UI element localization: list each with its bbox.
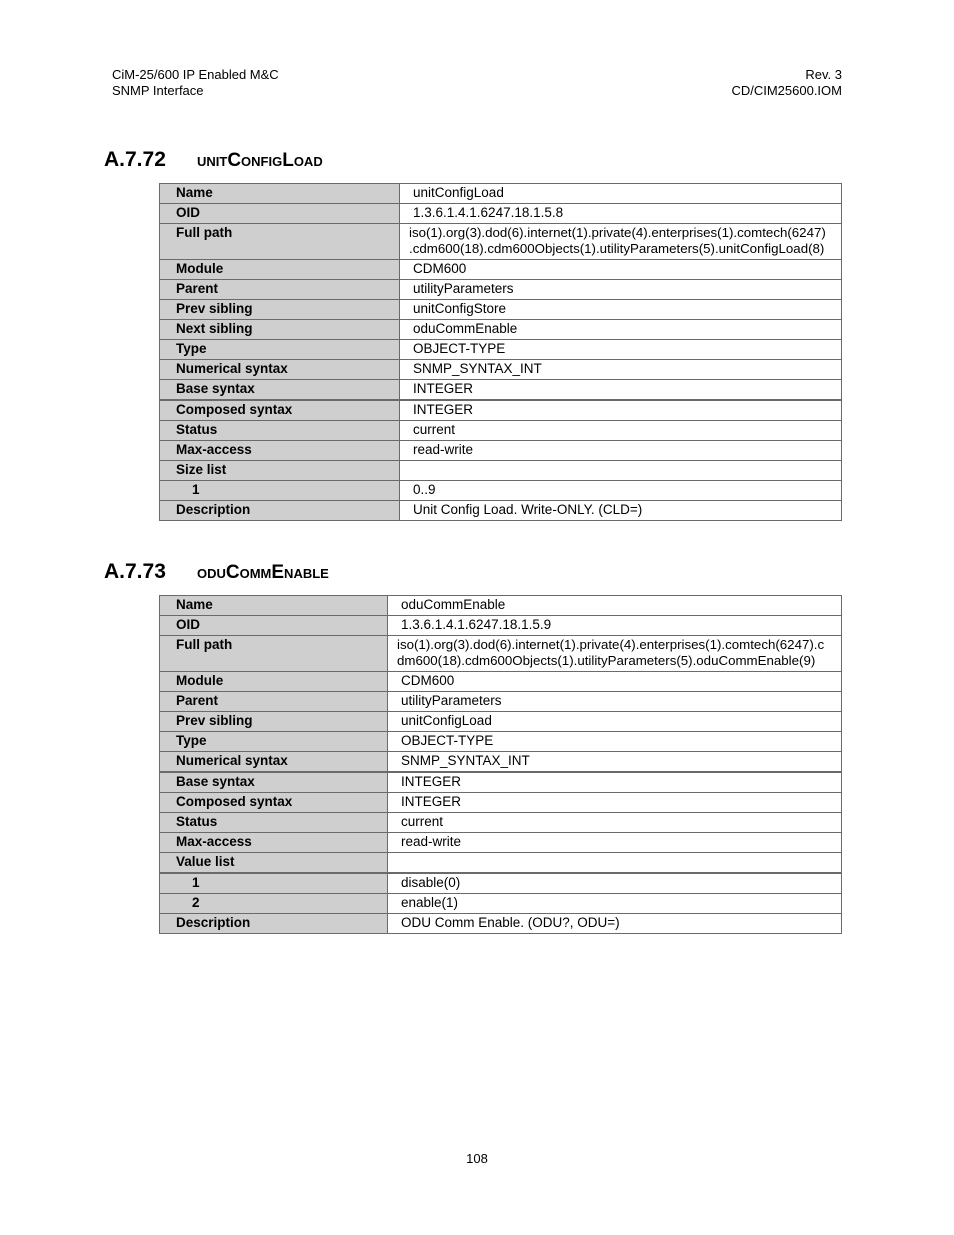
field-label: Status: [160, 813, 388, 833]
field-label: Numerical syntax: [160, 360, 400, 380]
field-value: SNMP_SYNTAX_INT: [400, 360, 842, 380]
field-value: Unit Config Load. Write-ONLY. (CLD=): [400, 501, 842, 521]
field-value: oduCommEnable: [400, 320, 842, 340]
table-row: [160, 360, 842, 380]
field-label: OID: [160, 616, 388, 636]
table-row: [160, 772, 842, 793]
table-row: [160, 260, 842, 280]
table-row: [160, 340, 842, 360]
table-row: [160, 400, 842, 421]
header-product: CiM-25/600 IP Enabled M&C: [112, 67, 279, 82]
field-value: INTEGER: [400, 400, 842, 421]
mib-object-table: [159, 183, 842, 521]
table-row: [160, 320, 842, 340]
table-row: [160, 184, 842, 204]
table-row: [160, 894, 842, 914]
field-label: Max-access: [160, 833, 388, 853]
field-label: Status: [160, 421, 400, 441]
full-path-line-2: dm600(18).cdm600Objects(1).utilityParameters(5).oduCommEnable(9): [397, 653, 816, 668]
field-label: Parent: [160, 692, 388, 712]
field-value: 1.3.6.1.4.1.6247.18.1.5.8: [400, 204, 842, 224]
table-row: [160, 672, 842, 692]
page-header-right: [731, 67, 842, 99]
table-row: [160, 380, 842, 401]
field-label: Max-access: [160, 441, 400, 461]
field-label: Module: [160, 672, 388, 692]
field-label: Composed syntax: [160, 793, 388, 813]
field-value: [400, 461, 842, 481]
field-value: [388, 636, 842, 672]
field-label: Description: [160, 501, 400, 521]
field-value: oduCommEnable: [388, 596, 842, 616]
field-value: unitConfigStore: [400, 300, 842, 320]
field-value: INTEGER: [388, 793, 842, 813]
field-label: Module: [160, 260, 400, 280]
field-label: Base syntax: [160, 380, 400, 401]
table-row: [160, 914, 842, 934]
field-value: current: [400, 421, 842, 441]
field-value: INTEGER: [400, 380, 842, 401]
section-heading: [104, 560, 329, 584]
field-label: Name: [160, 596, 388, 616]
field-value: INTEGER: [388, 772, 842, 793]
field-label: Full path: [160, 636, 388, 672]
full-path-line-2: .cdm600(18).cdm600Objects(1).utilityParameters(5).unitConfigLoad(8): [409, 241, 825, 256]
list-index: 1: [160, 481, 400, 501]
table-row: [160, 752, 842, 773]
mib-object-table: [159, 595, 842, 934]
table-row: [160, 636, 842, 672]
field-label: OID: [160, 204, 400, 224]
table-row: [160, 204, 842, 224]
field-label: Numerical syntax: [160, 752, 388, 773]
table-row: [160, 441, 842, 461]
header-subtitle: SNMP Interface: [112, 83, 204, 98]
field-label: Full path: [160, 224, 400, 260]
table-row: [160, 853, 842, 874]
section-name: oduCommEnable: [197, 562, 329, 583]
list-index: 1: [160, 873, 388, 894]
field-value: OBJECT-TYPE: [400, 340, 842, 360]
table-row: [160, 224, 842, 260]
table-row: [160, 280, 842, 300]
page-header-left: [112, 67, 279, 99]
table-row: [160, 300, 842, 320]
field-label: Composed syntax: [160, 400, 400, 421]
field-label: Parent: [160, 280, 400, 300]
field-value: ODU Comm Enable. (ODU?, ODU=): [388, 914, 842, 934]
table-row: [160, 732, 842, 752]
field-label: Description: [160, 914, 388, 934]
table-row: [160, 793, 842, 813]
section-number: A.7.72: [104, 148, 166, 171]
field-value: [400, 224, 842, 260]
section-number: A.7.73: [104, 560, 166, 583]
field-value: unitConfigLoad: [400, 184, 842, 204]
field-value: disable(0): [388, 873, 842, 894]
table-row: [160, 833, 842, 853]
table-row: [160, 481, 842, 501]
field-value: CDM600: [388, 672, 842, 692]
header-doc-id: CD/CIM25600.IOM: [731, 83, 842, 98]
field-value: 1.3.6.1.4.1.6247.18.1.5.9: [388, 616, 842, 636]
field-label: Size list: [160, 461, 400, 481]
field-value: utilityParameters: [400, 280, 842, 300]
table-row: [160, 813, 842, 833]
table-row: [160, 501, 842, 521]
table-row: [160, 692, 842, 712]
field-value: 0..9: [400, 481, 842, 501]
header-revision: Rev. 3: [805, 67, 842, 82]
full-path-line-1: iso(1).org(3).dod(6).internet(1).private(4).enterprises(1).comtech(6247).c: [397, 637, 825, 652]
field-value: SNMP_SYNTAX_INT: [388, 752, 842, 773]
field-value: current: [388, 813, 842, 833]
field-value: [388, 853, 842, 874]
field-value: enable(1): [388, 894, 842, 914]
field-value: utilityParameters: [388, 692, 842, 712]
field-value: read-write: [400, 441, 842, 461]
field-label: Type: [160, 340, 400, 360]
field-value: unitConfigLoad: [388, 712, 842, 732]
field-label: Base syntax: [160, 772, 388, 793]
field-label: Next sibling: [160, 320, 400, 340]
table-row: [160, 596, 842, 616]
field-label: Prev sibling: [160, 300, 400, 320]
field-value: OBJECT-TYPE: [388, 732, 842, 752]
table-row: [160, 712, 842, 732]
field-label: Prev sibling: [160, 712, 388, 732]
page-number: 108: [466, 1151, 488, 1166]
table-row: [160, 421, 842, 441]
field-label: Value list: [160, 853, 388, 874]
full-path-line-1: iso(1).org(3).dod(6).internet(1).private(4).enterprises(1).comtech(6247): [409, 225, 826, 240]
field-value: read-write: [388, 833, 842, 853]
table-row: [160, 873, 842, 894]
field-label: Type: [160, 732, 388, 752]
table-row: [160, 616, 842, 636]
table-row: [160, 461, 842, 481]
list-index: 2: [160, 894, 388, 914]
section-heading: [104, 148, 323, 172]
field-value: CDM600: [400, 260, 842, 280]
field-label: Name: [160, 184, 400, 204]
section-name: unitConfigLoad: [197, 150, 323, 171]
